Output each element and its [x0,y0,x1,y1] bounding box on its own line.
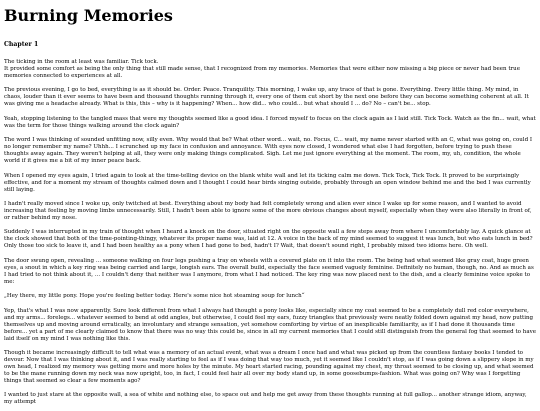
paragraph-1: The ticking in the room at least was familiar. Tick tock. It provided some comfort as being the only thing that still made sense, that I recognized from my memories. Memories that were either now missing a big piece or never had been true memories connected to experiences at all. [4,59,520,79]
document-title: Burning Memories [4,6,173,25]
paragraph-6: I hadn't really moved since I woke up, only twitched at best. Everything about my body had felt completely wrong and alien ever since I wake up for some reason, and I wanted to avoid increasing that feeling by moving limbs unnecessarily. Still, I hadn't been able to ignore some of the more obvious changes about myself, especially when they were also literally in front of, or rather behind my nose. [4,200,532,221]
paragraph-8: The door swung open, revealing ... someone walking on four legs pushing a tray on wheels with a covered plate on it into the room. The being had what seemed like gray coat, huge green eyes, a snout in which a key ring was being carried and large, longish ears. The overall build, especially the face seemed vaguely feminine. Definitely no human, though, no. And as much as I had tried to not think about it, ... I couldn't deny that neither was I anymore, from what I had noticed. The key ring was now placed next to the dish, and a clearly feminine voice spoke to me: [4,257,534,285]
chapter-heading: Chapter 1 [4,41,39,48]
paragraph-5: When I opened my eyes again, I tried again to look at the time-telling device on the blank white wall and let its ticking calm me down. Tick Tock, Tick Tock. It proved to be surprisingly effective, and for a moment my stream of thoughts calmed down and I thought I could hear birds singing outside, probably through an open window behind me and the bed I was currently still laying. [4,172,531,193]
paragraph-10: Yep, that's what I was now apparently. Sure look different from what I always had thought a pony looks like, especially since my coat seemed to be a completely dull red color everywhere, and my arms... forelegs... whatever seemed to bend at odd angles, but otherwise, I could feel my ears, fuzzy triangles that previously were neatly folded down against my head, now putting themselves up and moving around erratically, an involuntary and strange sensation, yet somehow comforting by virtue of an inexplicable familiarity, as if I had done it thousands time before... yet a part of me clearly claimed to know that there was no way this could be, since in all my current memories that I could still distinguish from the general fog that seemed to have laid itself on my mind I was nothing like this. [4,307,536,342]
paragraph-11: Though it became increasingly difficult to tell what was a memory of an actual event, what was a dream I once had and what was picked up from the countless fantasy books I tended to devour. Now that I was thinking about it, and I was really starting to feel as if I was doing that way too much, yet it seemed like I couldn't stop, as if I was going down a slippery slope in my own head, I realized my memory was getting more and more holes by the minute. My heart started racing, pounding against my chest, my throat seemed to be closing up, and what seemed to be the mane running down my neck was now upright, too, in fact, I could feel hair all over my body stand up, in some goosebumps-fashion. What was going on? Why was I forgetting things that seemed so clear a few moments ago? [4,349,534,384]
document-page [0,6,540,406]
paragraph-9: „Hey there, my little pony. Hope you're feeling better today. Here's some nice hot steaming soup for lunch“ [4,293,305,300]
paragraph-12: I wanted to just stare at the opposite wall, a sea of white and nothing else, to space out and help me get away from these thoughts running at full gallop... another strange idiom, anyway, my attempt [4,392,527,406]
paragraph-3: Yeah, stopping listening to the tangled mass that were my thoughts seemed like a good idea. I forced myself to focus on the clock again as I laid still. Tick Tock. Watch as the fin... wait, what was the term for those things walking around the clock again? [4,115,536,129]
paragraph-7: Suddenly I was interrupted in my train of thought when I heard a knock on the door, situated right on the opposite wall a few steps away from where I uncomfortably lay. A quick glance at the clock showed that both of the time-pointing-thingy, whatever its proper name was, laid at 12. A voice in the back of my mind seemed to suggest it was lunch, but who eats lunch in bed? Only those too sick to leave it, and I had been healthy as a pony when I had gone to bed, hadn't I? Wait, that doesn't sound right, I probably mixed two idioms here. Oh well. [4,229,533,250]
paragraph-2: The previous evening, I go to bed, everything is as it should be. Order. Peace. Tranquility. This morning, I wake up, any trace of that is gone. Everything. Every little thing. My mind, in chaos, louder than it ever seems to have been and thousand thoughts running through it, every one of them cut short by the next one before they can become something coherent at all. It was giving me a headache already. What is this, this – why is it happening? When... how did... who could... but what should I ... do? No – can't be... stop. [4,87,529,108]
paragraph-4: The word I was thinking of sounded unfitting now, silly even. Why would that be? What other word... wait, no. Focus, C... wait, my name never started with an C, what was going on, could I no longer remember my name? Uhhh... I scrunched up my face in confusion and annoyance. With eyes now closed, I wondered what else I had forgotten, before trying to push these thoughts away again. They weren't helping at all, they were only making things complicated. Sigh. Let me just ignore everything at the moment. The room, my, uh, condition, the whole world if it gives me a bit of my inner peace back. [4,137,533,165]
story-body [4,59,536,406]
